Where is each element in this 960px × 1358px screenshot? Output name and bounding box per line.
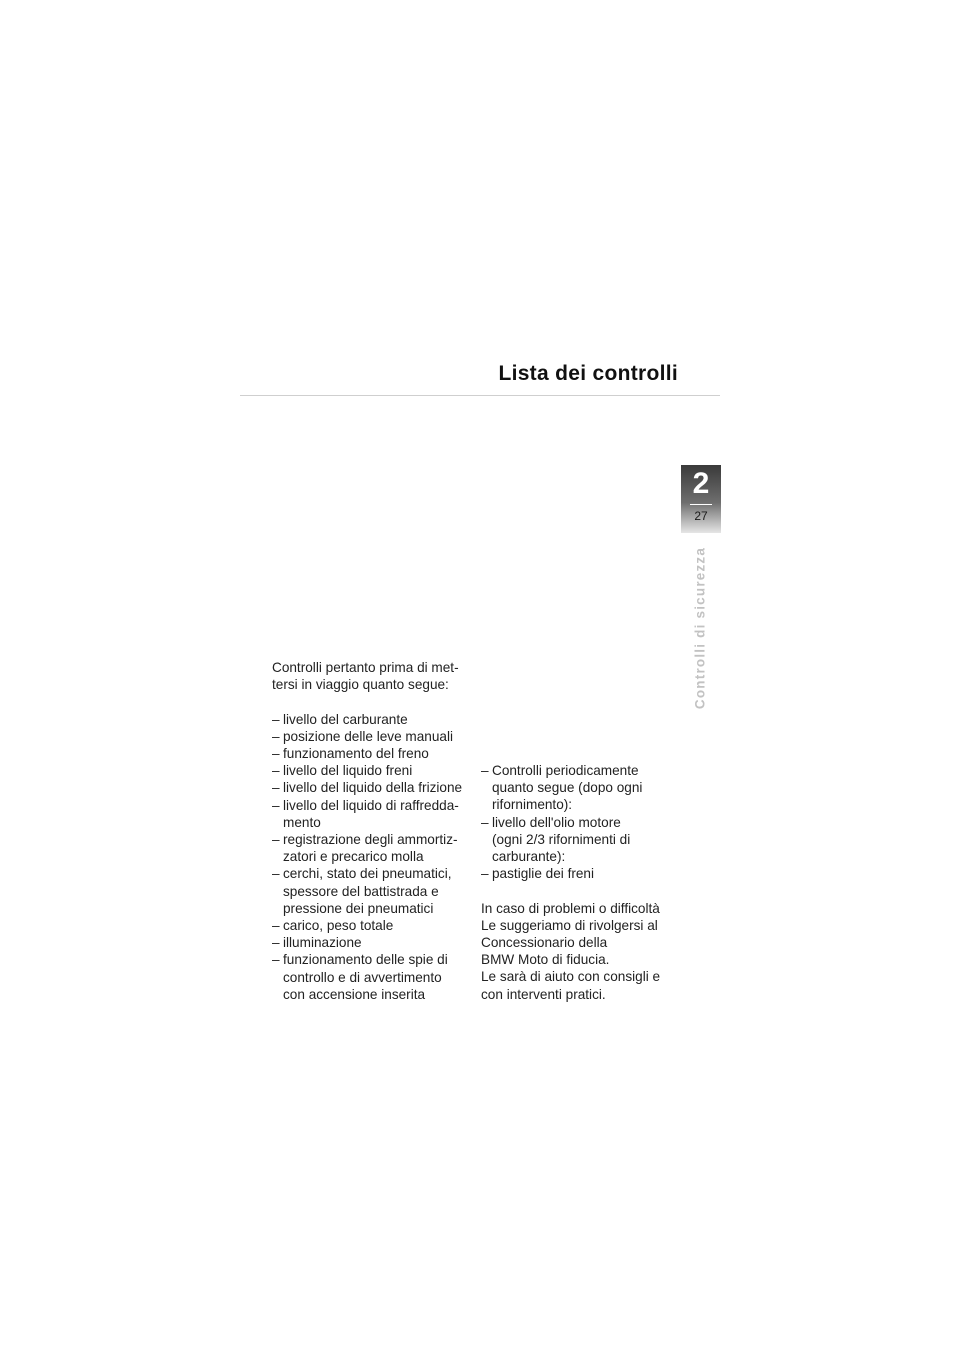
list-item <box>272 917 477 934</box>
list-item-text: – livello del liquido di raffredda- mento <box>283 797 459 830</box>
page-number: 27 <box>694 509 708 523</box>
list-item <box>272 745 477 762</box>
list-item-text: – funzionamento delle spie di controllo e di avvertimento con accensione inserita <box>283 952 448 1002</box>
list-item <box>272 728 477 745</box>
intro-paragraph <box>272 659 477 693</box>
page-title: Lista dei controlli <box>498 362 678 385</box>
list-item-text: – livello del liquido della frizione <box>283 780 463 796</box>
chapter-tab-divider <box>690 504 712 505</box>
list-item <box>481 814 686 866</box>
list-item-text: – livello del carburante <box>283 711 408 727</box>
list-item <box>481 865 686 882</box>
advice-line: con interventi pratici. <box>481 986 606 1002</box>
advice-line: Le sarà di aiuto con consigli e <box>481 969 661 985</box>
intro-line: tersi in viaggio quanto segue: <box>272 677 449 693</box>
list-item <box>272 865 477 917</box>
list-item-text: – illuminazione <box>283 935 362 951</box>
advice-line: In caso di problemi o difficoltà <box>481 900 660 916</box>
list-item-text: – funzionamento del freno <box>283 746 429 761</box>
list-item-text: – livello dell'olio motore (ogni 2/3 rifornimenti di carburante): <box>492 814 631 865</box>
header-rule <box>240 395 720 396</box>
advice-line: BMW Moto di fiducia. <box>481 952 610 968</box>
list-item-text: – registrazione degli ammortiz- zatori e precarico molla <box>283 832 458 865</box>
list-item <box>272 951 477 1003</box>
left-column <box>272 659 477 1003</box>
list-item <box>272 831 477 865</box>
list-item-text: – Controlli periodicamente quanto segue (dopo ogni rifornimento): <box>492 763 643 813</box>
list-item-text: – livello del liquido freni <box>283 763 413 779</box>
chapter-number: 2 <box>692 467 710 500</box>
list-item-text: – cerchi, stato dei pneumatici, spessore del battistrada e pressione dei pneumatici <box>283 866 452 916</box>
list-item-text: – pastiglie dei freni <box>492 866 595 882</box>
list-item <box>272 779 477 796</box>
list-item <box>272 711 477 728</box>
list-item <box>272 797 477 831</box>
pre-ride-checklist <box>272 711 477 1003</box>
intro-line: Controlli pertanto prima di met- <box>272 660 459 675</box>
list-item <box>481 762 686 814</box>
right-column <box>481 762 686 1003</box>
list-item <box>272 762 477 779</box>
list-item <box>272 934 477 951</box>
chapter-tab <box>681 465 721 533</box>
periodic-checklist <box>481 762 686 882</box>
list-item-text: – posizione delle leve manuali <box>283 728 454 744</box>
advice-line: Le suggeriamo di rivolgersi al <box>481 917 658 933</box>
list-item-text: – carico, peso totale <box>283 918 394 934</box>
dealer-advice-paragraph <box>481 900 686 1003</box>
section-side-label: Controlli di sicurezza <box>692 546 708 710</box>
advice-line: Concessionario della <box>481 935 608 951</box>
